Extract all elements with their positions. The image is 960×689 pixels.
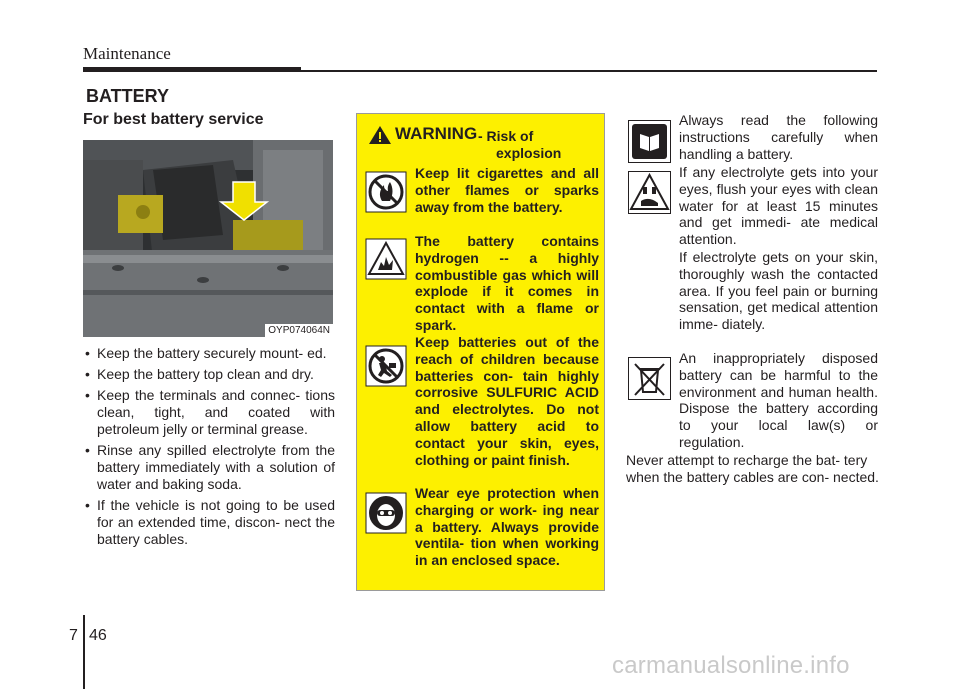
warning-word: WARNING — [395, 124, 478, 143]
acid-hazard-icon — [628, 171, 671, 214]
battery-photo-illustration — [83, 140, 333, 337]
eye-protection-icon — [365, 492, 407, 534]
list-item: • Keep the battery top clean and dry. — [85, 366, 314, 382]
warning-subtitle: - Risk of — [478, 128, 534, 144]
warning-item: Wear eye protection when charging or work- ing near a battery. Always provide ventila- tion when working in an enclosed space. — [415, 485, 599, 569]
warning-triangle-icon — [368, 125, 392, 145]
header-title: Maintenance — [83, 44, 171, 63]
no-flame-icon — [365, 171, 407, 213]
battery-photo — [83, 140, 333, 337]
warning-item: Keep lit cigarettes and all other flames or sparks away from the battery. — [415, 165, 599, 215]
section-title: BATTERY — [86, 86, 169, 106]
read-manual-icon — [628, 120, 671, 163]
list-item: • Keep the terminals and connec- tions clean, tight, and coated with petroleum jelly or terminal grease. — [85, 387, 335, 437]
crossed-bin-icon — [628, 357, 671, 400]
list-item: • If the vehicle is not going to be used for an extended time, discon- nect the battery cables. — [85, 497, 335, 547]
instruction-text: Always read the following instructions carefully when handling a battery. — [679, 112, 878, 162]
footer-rule — [83, 615, 85, 689]
page-number: 46 — [89, 627, 107, 644]
warning-item: The battery contains hydrogen -- a highly combustible gas which will explode if it comes in contact with a flame or spark. — [415, 233, 599, 333]
subsection-title: For best battery service — [83, 111, 264, 128]
list-item: • Rinse any spilled electrolyte from the battery immediately with a solution of water and baking soda. — [85, 442, 335, 492]
warning-header — [357, 124, 606, 164]
keep-from-children-icon — [365, 345, 407, 387]
warning-box — [356, 113, 605, 591]
warning-subtitle-2: explosion — [496, 145, 562, 161]
photo-caption: OYP074064N — [265, 324, 333, 337]
instruction-text: If any electrolyte gets into your eyes, flush your eyes with clean water for at least 15 minutes and get immedi- ate medical attention. — [679, 164, 878, 248]
instruction-text: If electrolyte gets on your skin, thoroughly wash the contacted area. If you feel pain or burning sensation, get medical attention imme- diately. — [679, 249, 878, 333]
warning-item: Keep batteries out of the reach of children because batteries con- tain highly corrosive SULFURIC ACID and electrolytes. Do not allow battery acid to contact your skin, eyes, clothing or paint finish. — [415, 334, 599, 468]
header-rule-thin — [301, 70, 877, 72]
instruction-text: An inappropriately disposed battery can be harmful to the environment and human health. Dispose the battery according to your local law(s) or regulation. — [679, 350, 878, 450]
battery-tips-list — [83, 345, 335, 552]
chapter-number: 7 — [69, 627, 78, 644]
list-item: • Keep the battery securely mount- ed. — [85, 345, 327, 361]
header-rule — [83, 67, 301, 72]
watermark: carmanualsonline.info — [612, 652, 850, 679]
recharge-warning-text: Never attempt to recharge the bat- tery when the battery cables are con- nected. — [626, 452, 879, 485]
explosion-icon — [365, 238, 407, 280]
